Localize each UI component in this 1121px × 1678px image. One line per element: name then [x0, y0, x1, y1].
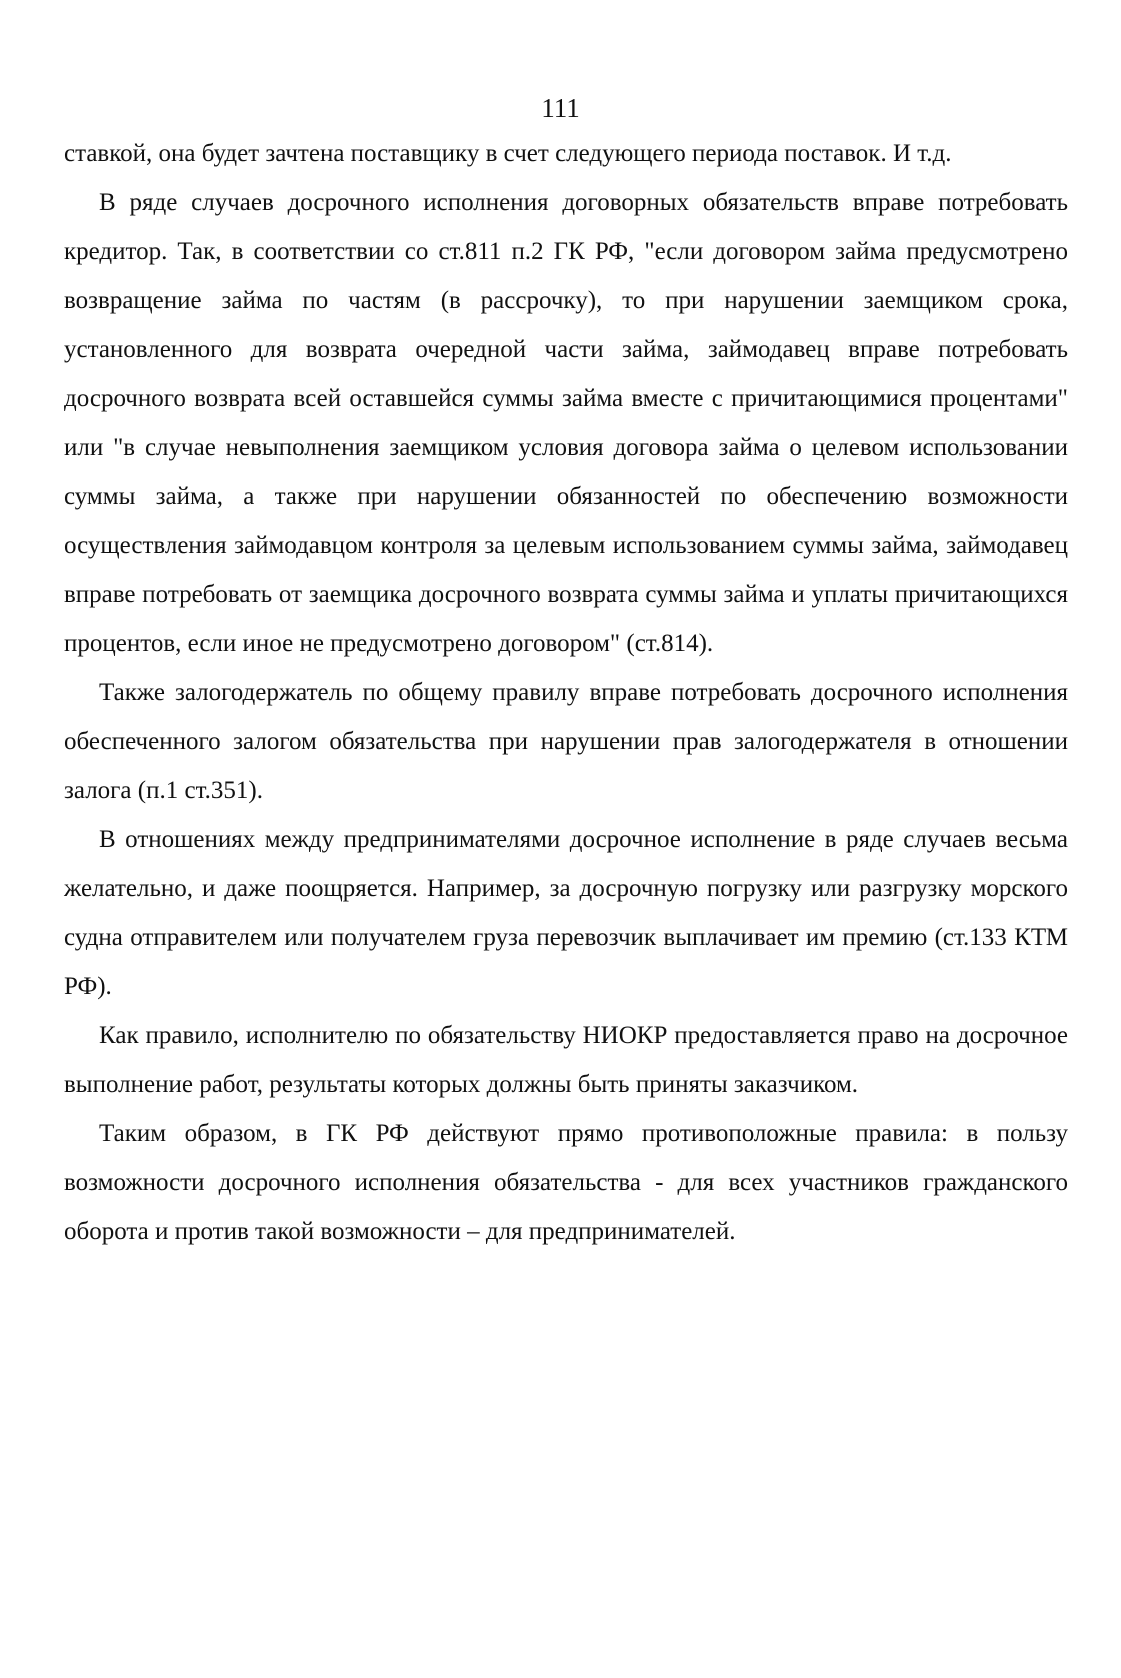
page-number: 111	[541, 93, 580, 123]
body-text	[64, 129, 1068, 1256]
paragraph-pledgee: Также залогодержатель по общему правилу вправе потребовать досрочного исполнения обеспеченного залогом обязательства при нарушении прав залогодержателя в отношении залога (п.1 ст.351).	[64, 679, 1068, 804]
paragraph-continuation: ставкой, она будет зачтена поставщику в счет следующего периода поставок. И т.д.	[64, 140, 952, 167]
paragraph-entrepreneurs: В отношениях между предпринимателями досрочное исполнение в ряде случаев весьма желательно, и даже поощряется. Например, за досрочную погрузку или разгрузку морского судна отправителем или получателем груза перевозчик выплачивает им премию (ст.133 КТМ РФ).	[64, 826, 1068, 1000]
paragraph-conclusion: Таким образом, в ГК РФ действуют прямо противоположные правила: в пользу возможности досрочного исполнения обязательства - для всех участников гражданского оборота и против такой возможности – для предпринимателей.	[64, 1120, 1068, 1245]
paragraph-research-contract: Как правило, исполнителю по обязательству НИОКР предоставляется право на досрочное выполнение работ, результаты которых должны быть приняты заказчиком.	[64, 1022, 1068, 1098]
paragraph-creditor-right: В ряде случаев досрочного исполнения договорных обязательств вправе потребовать кредитор. Так, в соответствии со ст.811 п.2 ГК РФ, "если договором займа предусмотрено возвращение займа по частям (в рассрочку), то при нарушении заемщиком срока, установленного для возврата очередной части займа, займодавец вправе потребовать досрочного возврата всей оставшейся суммы займа вместе с причитающимися процентами" или "в случае невыполнения заемщиком условия договора займа о целевом использовании суммы займа, а также при нарушении обязанностей по обеспечению возможности осуществления займодавцом контроля за целевым использованием суммы займа, займодавец вправе потребовать от заемщика досрочного возврата суммы займа и уплаты причитающихся процентов, если иное не предусмотрено договором" (ст.814).	[64, 189, 1068, 657]
